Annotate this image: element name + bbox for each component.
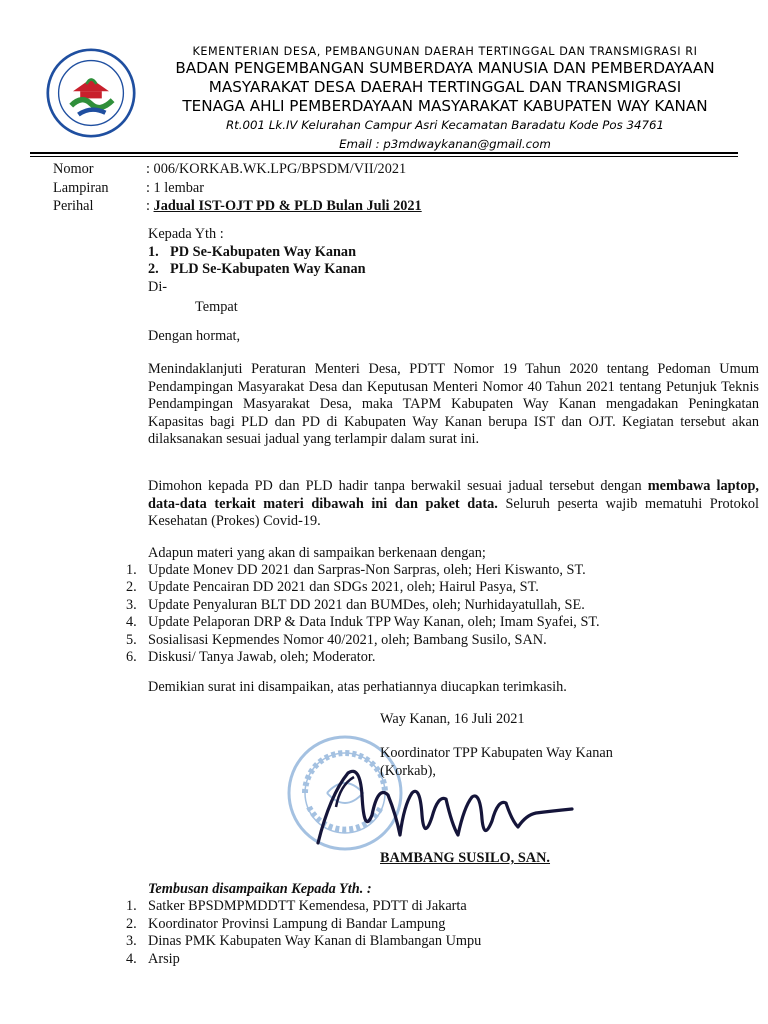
position-line-1: Koordinator TPP Kabupaten Way Kanan: [380, 745, 613, 761]
lampiran-label: Lampiran: [53, 179, 109, 196]
materials-intro: Adapun materi yang akan di sampaikan berkenaan dengan;: [148, 545, 486, 561]
position-line-2: (Korkab),: [380, 762, 436, 779]
lampiran-row: [53, 179, 422, 198]
materials-list: [126, 562, 600, 666]
letterhead: [150, 44, 740, 154]
paragraph-2-text: Dimohon kepada PD dan PLD hadir tanpa berwakil sesuai jadual tersebut dengan: [148, 478, 648, 494]
ministry-name: KEMENTERIAN DESA, PEMBANGUNAN DAERAH TERTINGGAL DAN TRANSMIGRASI RI: [192, 45, 698, 58]
handwritten-signature-icon: [300, 755, 590, 855]
cc-list: [126, 898, 482, 968]
list-item: 1. Update Monev DD 2021 dan Sarpras-Non Sarpras, oleh; Heri Kiswanto, ST.: [126, 562, 586, 578]
list-item: 2. Koordinator Provinsi Lampung di Bandar Lampung: [126, 915, 446, 932]
list-item: 1. Satker BPSDMPMDDTT Kemendesa, PDTT di Jakarta: [126, 898, 467, 914]
salutation: Dengan hormat,: [148, 328, 241, 344]
tempat-label: Tempat: [195, 299, 238, 315]
list-item: 6. Diskusi/ Tanya Jawab, oleh; Moderator.: [126, 649, 376, 666]
list-item: 4. Arsip: [126, 950, 180, 967]
nomor-row: [53, 160, 422, 179]
perihal-value-wrap: [146, 197, 422, 216]
paragraph-2-bold: membawa laptop, data-data terkait materi dibawah ini dan paket data.: [148, 478, 759, 512]
email: Email : p3mdwaykanan@gmail.com: [339, 137, 551, 151]
perihal-row: [53, 197, 422, 216]
agency-line-1: BADAN PENGEMBANGAN SUMBERDAYA MANUSIA DAN PEMBERDAYAAN: [175, 59, 715, 77]
perihal-colon: :: [146, 198, 154, 214]
paragraph-1: Menindaklanjuti Peraturan Menteri Desa, PDTT Nomor 19 Tahun 2020 tentang Pedoman Umum Pendampingan Masyarakat Desa dan Keputusan Menteri Nomor 40 Tahun 2021 tentang Petunjuk Teknis Pendampingan Masyarakat Desa, maka TAPM Kabupaten Way Kanan mengadakan Peningkatan Kapasitas bagi PLD dan PD di Kabupaten Way Kanan berupa IST dan OJT. Kegiatan tersebut akan dilaksanakan sesuai jadual yang terlampir dalam surat ini.: [148, 361, 759, 447]
list-item: 2. PLD Se-Kabupaten Way Kanan: [148, 261, 366, 277]
place-date: Way Kanan, 16 Juli 2021: [380, 711, 525, 727]
list-item: 3. Update Penyaluran BLT DD 2021 dan BUMDes, oleh; Nurhidayatullah, SE.: [126, 596, 585, 613]
materials: [148, 545, 759, 563]
nomor-value: : 006/KORKAB.WK.LPG/BPSDM/VII/2021: [146, 161, 407, 177]
paragraph-2-tail: Seluruh peserta wajib mematuhi Protokol Kesehatan (Prokes) Covid-19.: [148, 495, 760, 529]
recipients: [148, 226, 759, 317]
address: Rt.001 Lk.IV Kelurahan Campur Asri Kecamatan Baradatu Kode Pos 34761: [225, 118, 665, 132]
kemendesa-logo-icon: [46, 48, 136, 138]
recipient-list: [148, 244, 759, 279]
list-item: 3. Dinas PMK Kabupaten Way Kanan di Blambangan Umpu: [126, 933, 482, 949]
cc-title: Tembusan disampaikan Kepada Yth. :: [148, 881, 372, 897]
list-item: 2. Update Pencairan DD 2021 dan SDGs 2021, oleh; Hairul Pasya, ST.: [126, 579, 539, 596]
paragraph-2: [148, 478, 759, 531]
perihal-value: Jadual IST-OJT PD & PLD Bulan Juli 2021: [153, 198, 422, 214]
closing: Demikian surat ini disampaikan, atas perhatiannya diucapkan terimkasih.: [148, 679, 567, 695]
recipients-intro: Kepada Yth :: [148, 226, 224, 242]
header-divider-thin: [30, 156, 738, 157]
agency-line-2: MASYARAKAT DESA DAERAH TERTINGGAL DAN TRANSMIGRASI: [208, 78, 682, 96]
list-item: 5. Sosialisasi Kepmendes Nomor 40/2021, oleh; Bambang Susilo, SAN.: [126, 631, 547, 648]
nomor-label: Nomor: [53, 161, 94, 177]
signatory-name: BAMBANG SUSILO, SAN.: [380, 850, 551, 866]
header-divider: [30, 152, 738, 154]
di-label: Di-: [148, 278, 168, 295]
perihal-label: Perihal: [53, 198, 94, 214]
letter-meta: [53, 160, 422, 216]
team-name: TENAGA AHLI PEMBERDAYAAN MASYARAKAT KABUPATEN WAY KANAN: [182, 97, 708, 115]
list-item: 1. PD Se-Kabupaten Way Kanan: [148, 243, 357, 260]
lampiran-value: : 1 lembar: [146, 179, 204, 196]
list-item: 4. Update Pelaporan DRP & Data Induk TPP Way Kanan, oleh; Imam Syafei, ST.: [126, 614, 600, 631]
